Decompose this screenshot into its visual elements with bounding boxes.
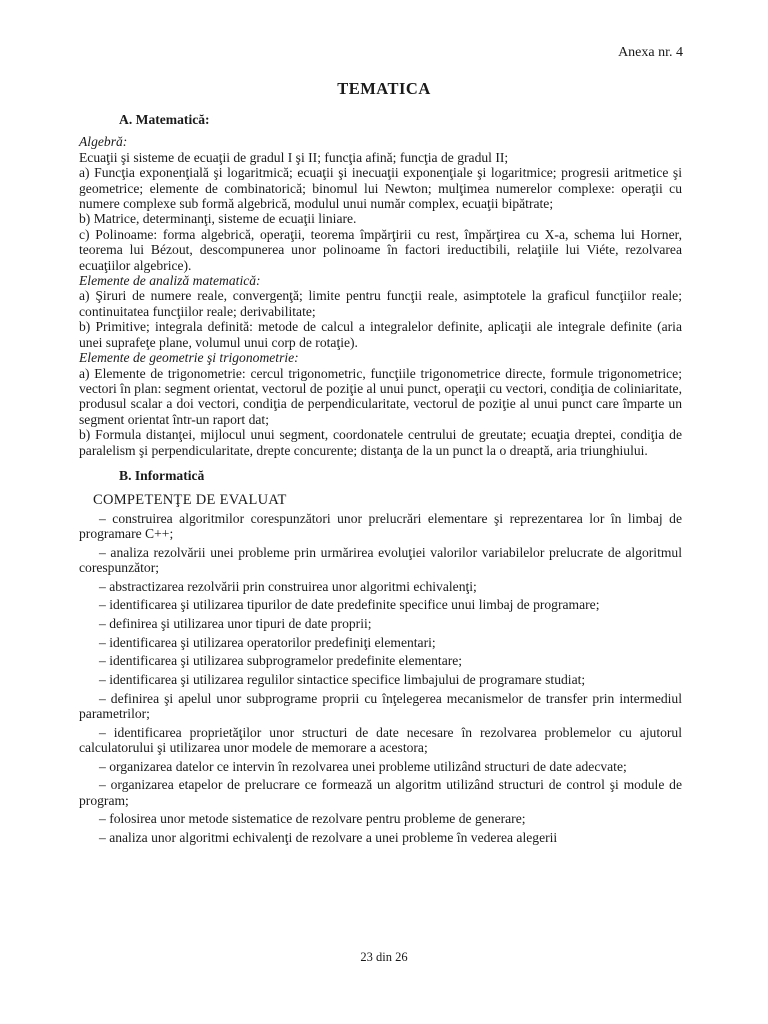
algebra-label: Algebră: xyxy=(79,134,128,150)
algebra-item: b) Matrice, determinanţi, sisteme de ecuaţii liniare. xyxy=(79,211,357,227)
page-title: TEMATICA xyxy=(337,79,431,98)
competence-item: – analiza unor algoritmi echivalenţi de rezolvare a unei probleme în vederea alegerii xyxy=(99,829,558,845)
competence-item: – definirea şi apelul unor subprograme proprii cu înţelegerea mecanismelor de transfer prin intermediul parametrilor; xyxy=(79,690,682,721)
analysis-list xyxy=(79,288,682,350)
algebra-item: Ecuaţii şi sisteme de ecuaţii de gradul I şi II; funcţia afină; funcţia de gradul II; xyxy=(79,149,509,165)
competence-item: – identificarea şi utilizarea subprogramelor predefinite elementare; xyxy=(99,653,463,669)
geometry-item: b) Formula distanţei, mijlocul unui segment, coordonatele centrului de greutate; ecuaţia dreptei, condiţia de paralelism şi perpendicularitate, drepte concurente; distanţa de la un punct la o dreaptă, aria triunghiului. xyxy=(79,427,682,458)
competence-item: – organizarea datelor ce intervin în rezolvarea unei probleme utilizând structuri de date adecvate; xyxy=(99,758,627,774)
analysis-label: Elemente de analiză matematică: xyxy=(79,273,261,289)
algebra-item: a) Funcţia exponenţială şi logaritmică; ecuaţii şi inecuaţii exponenţiale şi logaritmice; progresii aritmetice şi geometrice; elemente de combinatorică; binomul lui Newton; mulţimea numerelor complexe: operaţii cu numere complexe sub formă algebrică, modulul unui număr complex, ecuaţii bipătrate; xyxy=(79,165,682,212)
competences-heading: COMPETENŢE DE EVALUAT xyxy=(93,492,287,509)
competence-item: – identificarea şi utilizarea tipurilor de date predefinite specifice unui limbaj de programare; xyxy=(99,597,600,613)
geometry-label: Elemente de geometrie şi trigonometrie: xyxy=(79,350,299,366)
page-number: 23 din 26 xyxy=(360,950,408,964)
section-b-heading: B. Informatică xyxy=(119,467,205,483)
competence-item: – folosirea unor metode sistematice de rezolvare pentru probleme de generare; xyxy=(99,811,526,827)
competences-list xyxy=(79,511,682,845)
algebra-item: c) Polinoame: forma algebrică, operaţii, teorema împărţirii cu rest, împărţirea cu X-a, schema lui Horner, teorema lui Bézout, descompunerea unor polinoame în factori ireductibili, relaţiile lui Viéte, rezolvarea ecuaţiilor algebrice). xyxy=(79,226,682,273)
competence-item: – identificarea şi utilizarea operatorilor predefiniţi elementari; xyxy=(99,634,436,650)
competence-item: – identificarea şi utilizarea regulilor sintactice specifice limbajului de programare studiat; xyxy=(99,672,586,688)
competence-item: – construirea algoritmilor corespunzători unor prelucrări elementare şi reprezentarea lor în limbaj de programare C++; xyxy=(79,510,682,541)
analysis-item: b) Primitive; integrala definită: metode de calcul a integralelor definite, aplicaţii ale integrale definite (aria unei suprafeţe plane, volumul unui corp de rotaţie). xyxy=(79,319,682,350)
document-body xyxy=(79,112,682,849)
analysis-item: a) Şiruri de numere reale, convergenţă; limite pentru funcţii reale, asimptotele la graficul funcţiilor reale; continuitatea funcţiilor reale; derivabilitate; xyxy=(79,288,682,319)
geometry-list xyxy=(79,366,682,458)
section-a-heading: A. Matematică: xyxy=(119,112,210,127)
annex-label: Anexa nr. 4 xyxy=(618,45,683,60)
competence-item: – identificarea proprietăţilor unor structuri de date necesare în rezolvarea problemelor cu ajutorul calculatorului şi utilizarea unor modele de memorare a acestora; xyxy=(79,724,682,755)
geometry-item: a) Elemente de trigonometrie: cercul trigonometric, funcţiile trigonometrice directe, formule trigonometrice; vectori în plan: segment orientat, vectorul de poziţie al unui punct, operaţii cu vectori, condiţia de coliniaritate, produsul scalar a doi vectori, condiţia de perpendicularitate, vectorul de poziţie al unui punct care împarte un segment orientat într-un raport dat; xyxy=(79,365,682,427)
competence-item: – analiza rezolvării unei probleme prin urmărirea evoluţiei valorilor variabilelor prelucrate de algoritmul corespunzător; xyxy=(79,544,682,575)
competence-item: – abstractizarea rezolvării prin construirea unor algoritmi echivalenţi; xyxy=(99,578,477,594)
competence-item: – organizarea etapelor de prelucrare ce formează un algoritm utilizând structuri de control şi module de program; xyxy=(79,777,682,808)
algebra-list xyxy=(79,150,682,273)
competence-item: – definirea şi utilizarea unor tipuri de date proprii; xyxy=(99,615,372,631)
